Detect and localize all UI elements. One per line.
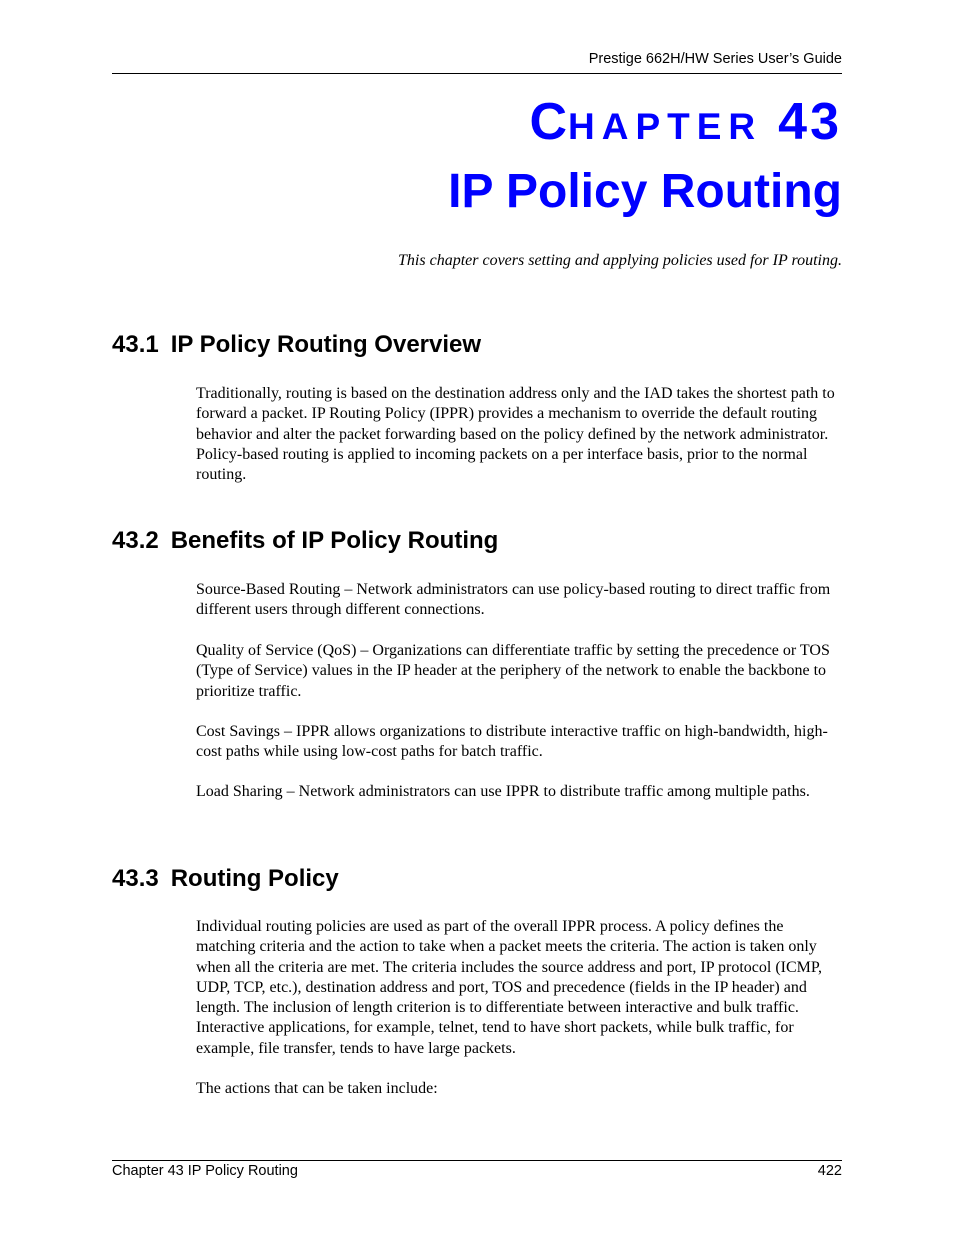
section-number: 43.3 <box>112 865 159 892</box>
section-title: Routing Policy <box>170 865 339 892</box>
footer-chapter-ref: Chapter 43 IP Policy Routing <box>112 1163 298 1179</box>
chapter-intro: This chapter covers setting and applying policies used for IP routing. <box>398 252 842 269</box>
chapter-label-initial: C <box>529 93 569 151</box>
header-divider <box>112 73 842 74</box>
chapter-label-rest: HAPTER <box>568 106 763 147</box>
section-title: IP Policy Routing Overview <box>170 331 482 358</box>
section-title: Benefits of IP Policy Routing <box>170 527 499 554</box>
paragraph-routing-policy: Individual routing policies are used as part of the overall IPPR process. A policy defines the matching criteria and the action to take when a packet meets the criteria. The action is taken only when all the criteria are met. The criteria includes the source address and port, IP protocol (ICMP, UDP, TCP, etc.), destination address and port, TOS and precedence (fields in the IP header) and length. The inclusion of length criterion is to differentiate between interactive and bulk traffic. Interactive applications, for example, telnet, tend to have short packets, while bulk traffic, for example, file transfer, tends to have large packets. <box>196 918 823 1057</box>
section-heading-benefits <box>112 527 498 556</box>
chapter-title: IP Policy Routing <box>448 165 842 218</box>
paragraph-load-sharing: Load Sharing – Network administrators can use IPPR to distribute traffic among multiple paths. <box>196 783 810 800</box>
paragraph-actions-intro: The actions that can be taken include: <box>196 1080 438 1097</box>
section-heading-routing-policy <box>112 865 339 894</box>
running-header-title: Prestige 662H/HW Series User’s Guide <box>588 51 842 67</box>
section-heading-overview <box>112 331 481 360</box>
paragraph-cost-savings: Cost Savings – IPPR allows organizations to distribute interactive traffic on high-bandwidth, high-cost paths while using low-cost paths for batch traffic. <box>196 723 828 761</box>
chapter-label <box>529 93 842 151</box>
paragraph-quality-of-service: Quality of Service (QoS) – Organizations can differentiate traffic by setting the precedence or TOS (Type of Service) values in the IP header at the periphery of the network to enable the backbone to prioritize traffic. <box>196 642 830 700</box>
chapter-number: 43 <box>778 93 842 151</box>
section-number: 43.2 <box>112 527 159 554</box>
footer-page-number: 422 <box>817 1163 842 1179</box>
paragraph-source-based-routing: Source-Based Routing – Network administrators can use policy-based routing to direct traffic from different users through different connections. <box>196 581 831 619</box>
footer-divider <box>112 1160 842 1161</box>
paragraph-overview: Traditionally, routing is based on the destination address only and the IAD takes the shortest path to forward a packet. IP Routing Policy (IPPR) provides a mechanism to override the default routing behavior and alter the packet forwarding based on the policy defined by the network administrator. Policy-based routing is applied to incoming packets on a per interface basis, prior to the normal routing. <box>196 385 835 484</box>
section-number: 43.1 <box>112 331 159 358</box>
